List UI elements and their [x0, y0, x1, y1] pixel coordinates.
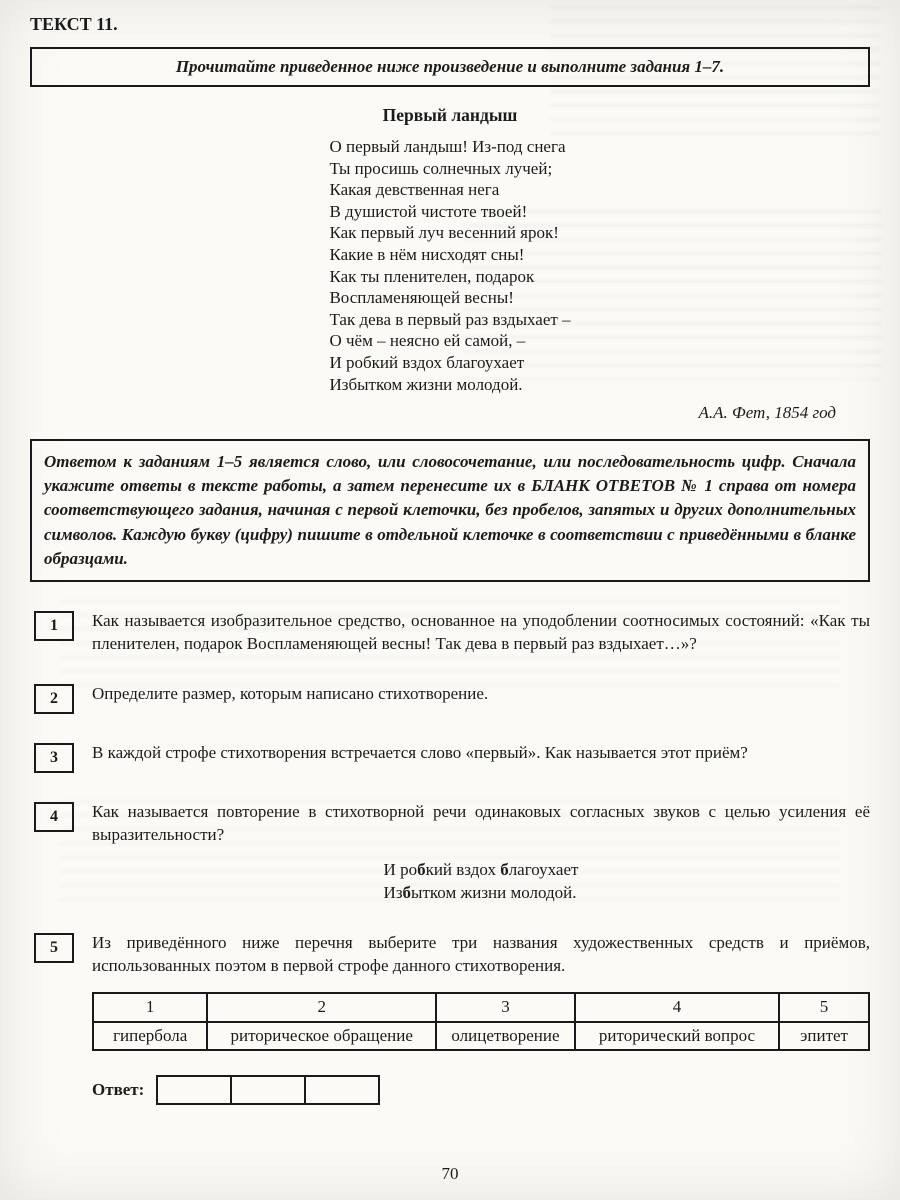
option-number-cell: 4 — [575, 993, 779, 1022]
task-number-box: 5 — [34, 933, 74, 963]
poem-line: И робкий вздох благоухает — [329, 352, 525, 372]
options-table — [92, 992, 870, 1052]
option-number-cell: 3 — [436, 993, 575, 1022]
page-number: 70 — [441, 1164, 459, 1183]
task-4 — [30, 801, 870, 904]
option-term-cell: олицетворение — [436, 1022, 575, 1051]
poem-line: Какая девственная нега — [329, 180, 500, 200]
quote-line: И робкий вздох благоухает — [383, 859, 579, 879]
option-term-cell: эпитет — [779, 1022, 869, 1051]
task-text: Как называется повторение в стихотворной речи одинаковых согласных звуков с целью усиления её выразительности? — [92, 802, 870, 845]
answer-cell — [231, 1076, 305, 1104]
quote-line: Избытком жизни молодой. — [383, 882, 577, 902]
poem-line: О первый ландыш! Из-под снега — [329, 137, 566, 156]
task-3 — [30, 742, 870, 773]
poem-line: Какие в нём нисходят сны! — [329, 244, 525, 264]
answer-instructions-box: Ответом к заданиям 1–5 является слово, или словосочетание, или последовательность цифр. Сначала укажите ответы в тексте работы, а затем перенесите их в БЛАНК ОТВЕТОВ № 1 справа от номера соответствующего задания, начиная с первой клеточки, без пробелов, запятых и других дополнительных символов. Каждую букву (цифру) пишите в отдельной клеточке в соответствии с приведёнными в бланке образцами. — [30, 439, 870, 582]
task-number-box: 4 — [34, 802, 74, 832]
poem-body — [329, 136, 570, 395]
answer-cell — [305, 1076, 379, 1104]
poem-line: В душистой чистоте твоей! — [329, 201, 528, 221]
intro-instruction-box: Прочитайте приведенное ниже произведение и выполните задания 1–7. — [30, 47, 870, 87]
poem-line: Как первый луч весенний ярок! — [329, 223, 559, 243]
options-number-row — [93, 993, 869, 1022]
answer-cell — [157, 1076, 231, 1104]
poem-line: Ты просишь солнечных лучей; — [329, 158, 553, 178]
answer-label: Ответ: — [92, 1080, 145, 1100]
option-number-cell: 2 — [207, 993, 436, 1022]
task-body — [92, 932, 870, 1105]
option-term-cell: риторический вопрос — [575, 1022, 779, 1051]
task-quote — [384, 859, 579, 905]
poem-title: Первый ландыш — [382, 105, 518, 125]
option-number-cell: 5 — [779, 993, 869, 1022]
task-number-box: 2 — [34, 684, 74, 714]
answer-row — [92, 1075, 870, 1105]
task-text: Определите размер, которым написано стихотворение. — [92, 684, 489, 704]
option-number-cell: 1 — [93, 993, 207, 1022]
task-number-box: 3 — [34, 743, 74, 773]
poem-line: Так дева в первый раз вздыхает – — [329, 309, 571, 329]
option-term-cell: риторическое обращение — [207, 1022, 436, 1051]
task-text: В каждой строфе стихотворения встречается слово «первый». Как называется этот приём? — [92, 743, 748, 763]
task-text: Как называется изобразительное средство, основанное на уподоблении соотносимых состояний: «Как ты пленителен, подарок Воспламеняющей весны! Так дева в первый раз вздыхает…»? — [92, 610, 870, 653]
poem-line: Воспламеняющей весны! — [329, 288, 514, 308]
task-5 — [30, 932, 870, 1105]
poem-line: Избытком жизни молодой. — [329, 374, 523, 394]
task-body — [92, 801, 870, 904]
task-number-box: 1 — [34, 611, 74, 641]
task-text: Из приведённого ниже перечня выберите три названия художественных средств и приёмов, использованных поэтом в первой строфе данного стихотворения. — [92, 933, 870, 976]
task-1 — [30, 610, 870, 656]
option-term-cell: гипербола — [93, 1022, 207, 1051]
poem-author: А.А. Фет, 1854 год — [698, 403, 836, 423]
options-term-row — [93, 1022, 869, 1051]
poem-line: Как ты пленителен, подарок — [329, 266, 535, 286]
text-section-label: ТЕКСТ 11. — [30, 14, 118, 34]
task-2 — [30, 683, 870, 714]
answer-boxes — [156, 1075, 380, 1105]
poem-line: О чём – неясно ей самой, – — [329, 331, 526, 351]
